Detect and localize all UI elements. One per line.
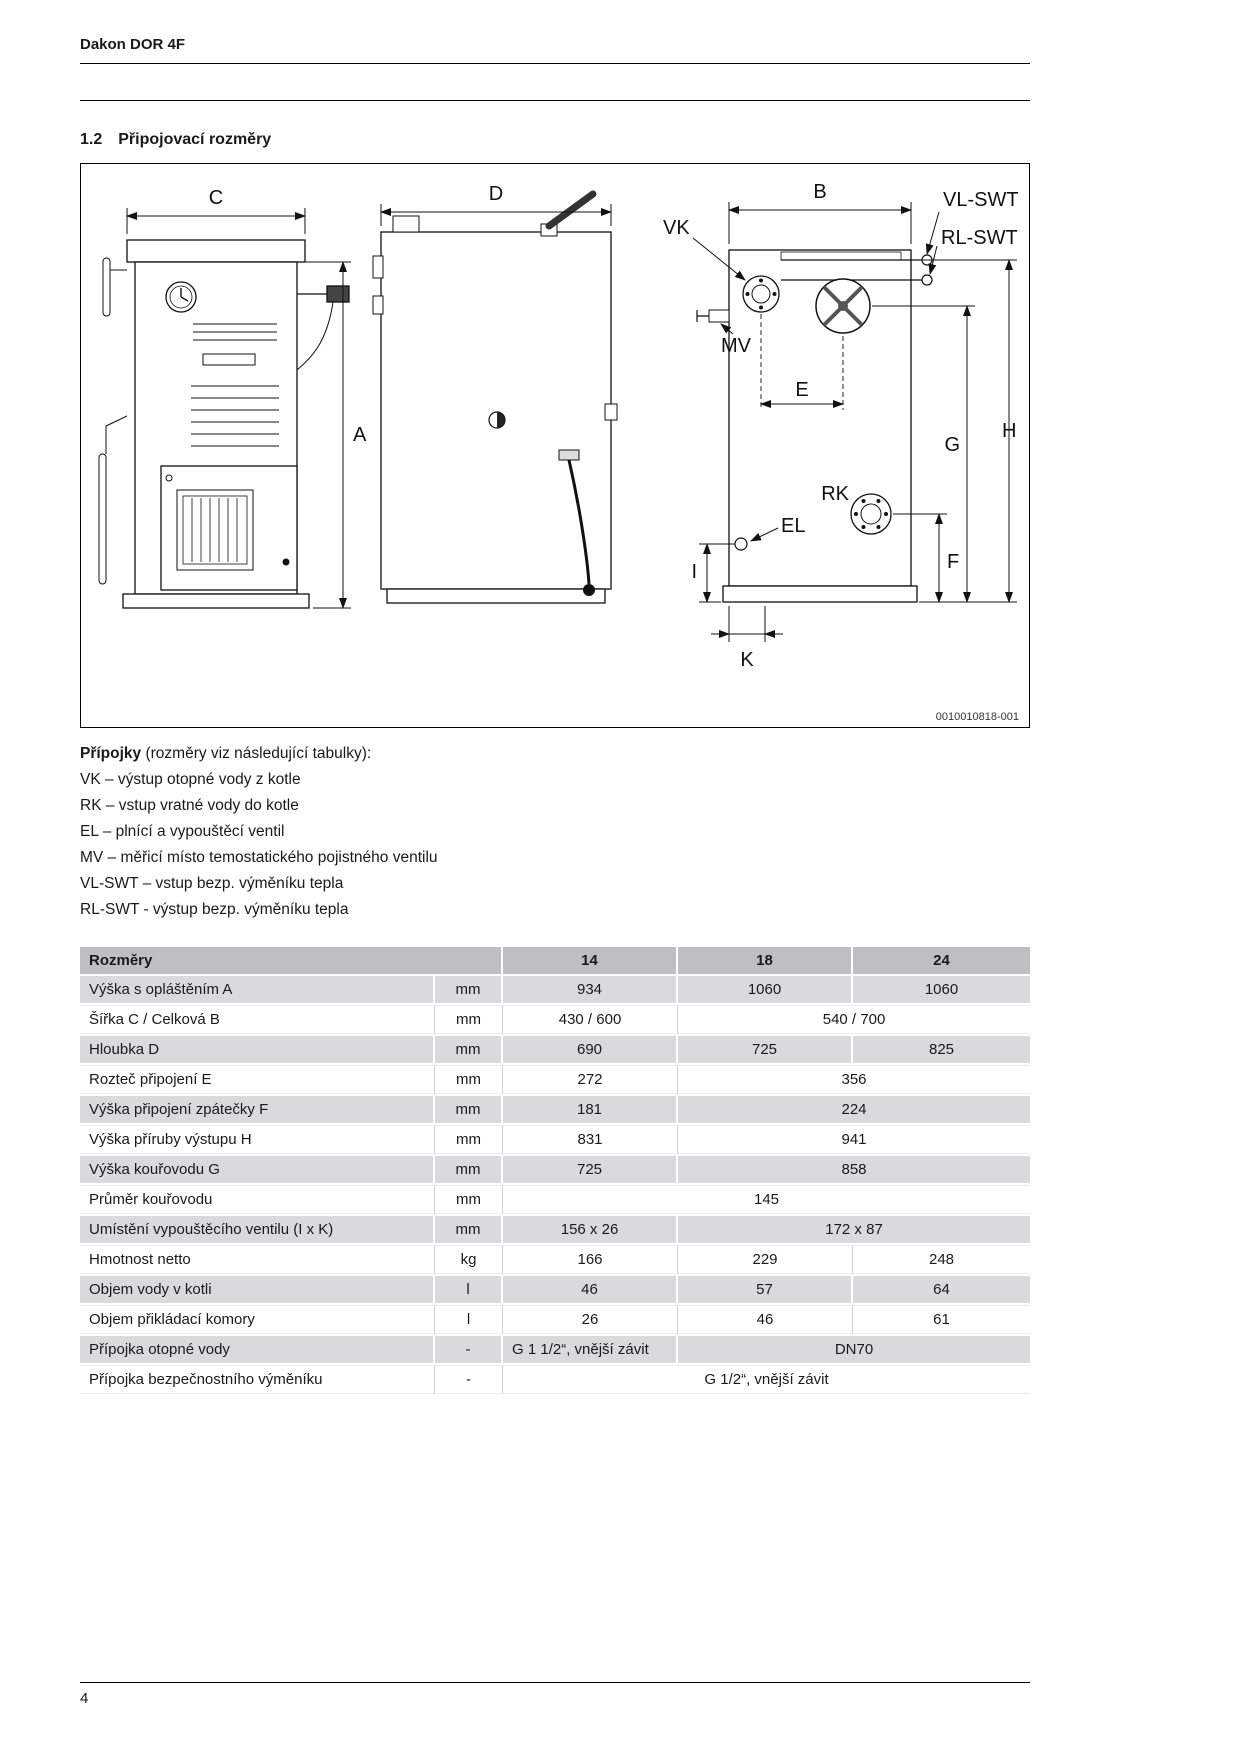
dim-label-rl-swt: RL-SWT bbox=[941, 227, 1018, 249]
table-row bbox=[80, 1336, 1030, 1363]
row-label: Výška kouřovodu G bbox=[80, 1156, 435, 1183]
row-label: Výška příruby výstupu H bbox=[80, 1125, 435, 1154]
dimensions-table bbox=[80, 945, 1030, 1396]
drawing-id: 0010010818-001 bbox=[935, 711, 1019, 723]
row-unit: mm bbox=[435, 1096, 503, 1123]
dim-label-i: I bbox=[691, 561, 697, 583]
row-unit: mm bbox=[435, 1005, 503, 1034]
row-unit: mm bbox=[435, 1156, 503, 1183]
row-value: 430 / 600 bbox=[503, 1005, 678, 1034]
legend-title bbox=[80, 741, 1030, 767]
legend-item: RL-SWT - výstup bezp. výměníku tepla bbox=[80, 901, 349, 918]
row-value: 831 bbox=[503, 1125, 678, 1154]
row-value: 690 bbox=[503, 1036, 678, 1063]
table-row bbox=[80, 1065, 1030, 1094]
dim-label-h: H bbox=[1002, 420, 1017, 442]
table-row bbox=[80, 976, 1030, 1003]
row-value: 26 bbox=[503, 1305, 678, 1334]
row-value: 272 bbox=[503, 1065, 678, 1094]
row-value: 145 bbox=[503, 1185, 1030, 1214]
section-title bbox=[80, 131, 1030, 149]
legend-items bbox=[80, 767, 1030, 923]
legend bbox=[80, 741, 1030, 923]
legend-item: RK – vstup vratné vody do kotle bbox=[80, 797, 299, 814]
row-label: Rozteč připojení E bbox=[80, 1065, 435, 1094]
legend-title-rest: (rozměry viz následující tabulky): bbox=[141, 745, 372, 762]
row-value: 858 bbox=[678, 1156, 1030, 1183]
dim-label-mv: MV bbox=[721, 335, 751, 357]
row-value: 540 / 700 bbox=[678, 1005, 1030, 1034]
dim-label-el: EL bbox=[781, 515, 806, 537]
door-handle bbox=[549, 194, 593, 226]
table-row bbox=[80, 1036, 1030, 1063]
row-value: 1060 bbox=[678, 976, 853, 1003]
row-label: Výška s opláštěním A bbox=[80, 976, 435, 1003]
row-label: Umístění vypouštěcího ventilu (I x K) bbox=[80, 1216, 435, 1243]
row-value: 356 bbox=[678, 1065, 1030, 1094]
dim-label-c: C bbox=[208, 187, 224, 209]
boiler-technical-drawing bbox=[81, 164, 1029, 727]
row-value: 941 bbox=[678, 1125, 1030, 1154]
row-value: 61 bbox=[853, 1305, 1030, 1334]
legend-item: EL – plnící a vypouštěcí ventil bbox=[80, 823, 285, 840]
row-unit: mm bbox=[435, 976, 503, 1003]
row-value: 57 bbox=[678, 1276, 853, 1303]
el-drain-valve bbox=[735, 538, 747, 550]
connection-dimensions-diagram bbox=[80, 163, 1030, 728]
row-label: Hmotnost netto bbox=[80, 1245, 435, 1274]
table-header-col-18: 18 bbox=[678, 947, 853, 974]
table-row bbox=[80, 1216, 1030, 1243]
legend-item: VK – výstup otopné vody z kotle bbox=[80, 771, 301, 788]
table-row bbox=[80, 1185, 1030, 1214]
row-value: 181 bbox=[503, 1096, 678, 1123]
row-value: 156 x 26 bbox=[503, 1216, 678, 1243]
row-value: 1060 bbox=[853, 976, 1030, 1003]
dim-label-g: G bbox=[944, 434, 960, 456]
row-unit: kg bbox=[435, 1245, 503, 1274]
row-value: 172 x 87 bbox=[678, 1216, 1030, 1243]
row-value: DN70 bbox=[678, 1336, 1030, 1363]
row-label: Přípojka bezpečnostního výměníku bbox=[80, 1365, 435, 1394]
dim-label-k: K bbox=[740, 649, 754, 671]
row-value: 46 bbox=[503, 1276, 678, 1303]
row-value: 224 bbox=[678, 1096, 1030, 1123]
row-value: 248 bbox=[853, 1245, 1030, 1274]
row-label: Objem vody v kotli bbox=[80, 1276, 435, 1303]
section-title-text: Připojovací rozměry bbox=[118, 131, 272, 148]
page-number: 4 bbox=[80, 1690, 89, 1707]
table-header-row bbox=[80, 947, 1030, 974]
dim-label-vk: VK bbox=[663, 217, 690, 239]
row-label: Průměr kouřovodu bbox=[80, 1185, 435, 1214]
table-row bbox=[80, 1125, 1030, 1154]
row-unit: l bbox=[435, 1305, 503, 1334]
row-value: G 1 1/2“, vnější závit bbox=[503, 1336, 678, 1363]
table-header-label: Rozměry bbox=[80, 947, 503, 974]
legend-title-bold: Přípojky bbox=[80, 745, 142, 762]
header-rule bbox=[80, 100, 1030, 101]
front-view bbox=[99, 240, 349, 608]
row-unit: - bbox=[435, 1336, 503, 1363]
legend-item: MV – měřicí místo temostatického pojistného ventilu bbox=[80, 849, 438, 866]
row-value: 64 bbox=[853, 1276, 1030, 1303]
table-row bbox=[80, 1005, 1030, 1034]
row-label: Přípojka otopné vody bbox=[80, 1336, 435, 1363]
row-unit: mm bbox=[435, 1125, 503, 1154]
dim-label-e: E bbox=[795, 379, 809, 401]
table-row bbox=[80, 1096, 1030, 1123]
row-unit: mm bbox=[435, 1216, 503, 1243]
row-unit: l bbox=[435, 1276, 503, 1303]
row-label: Objem přikládací komory bbox=[80, 1305, 435, 1334]
rear-view bbox=[697, 250, 932, 602]
side-view bbox=[373, 194, 617, 603]
document-title: Dakon DOR 4F bbox=[80, 36, 186, 53]
dim-label-b: B bbox=[813, 181, 827, 203]
page-footer bbox=[80, 1682, 1030, 1707]
table-row bbox=[80, 1245, 1030, 1274]
row-value: 825 bbox=[853, 1036, 1030, 1063]
table-row bbox=[80, 1276, 1030, 1303]
row-value: G 1/2“, vnější závit bbox=[503, 1365, 1030, 1394]
row-unit: - bbox=[435, 1365, 503, 1394]
document-header bbox=[80, 0, 1030, 64]
table-row bbox=[80, 1305, 1030, 1334]
row-value: 725 bbox=[678, 1036, 853, 1063]
table-row bbox=[80, 1365, 1030, 1394]
row-unit: mm bbox=[435, 1036, 503, 1063]
row-unit: mm bbox=[435, 1185, 503, 1214]
dim-label-d: D bbox=[488, 183, 504, 205]
table-row bbox=[80, 1156, 1030, 1183]
dim-label-vl-swt: VL-SWT bbox=[943, 189, 1019, 211]
table-header-col-24: 24 bbox=[853, 947, 1030, 974]
row-unit: mm bbox=[435, 1065, 503, 1094]
row-label: Hloubka D bbox=[80, 1036, 435, 1063]
row-value: 725 bbox=[503, 1156, 678, 1183]
section-number: 1.2 bbox=[80, 131, 103, 148]
row-value: 166 bbox=[503, 1245, 678, 1274]
legend-item: VL-SWT – vstup bezp. výměníku tepla bbox=[80, 875, 344, 892]
row-value: 229 bbox=[678, 1245, 853, 1274]
row-label: Šířka C / Celková B bbox=[80, 1005, 435, 1034]
table-header-col-14: 14 bbox=[503, 947, 678, 974]
mv-valve bbox=[709, 310, 729, 322]
row-value: 934 bbox=[503, 976, 678, 1003]
row-label: Výška připojení zpátečky F bbox=[80, 1096, 435, 1123]
dim-label-a: A bbox=[353, 424, 367, 446]
dim-label-rk: RK bbox=[821, 483, 849, 505]
row-value: 46 bbox=[678, 1305, 853, 1334]
dim-label-f: F bbox=[947, 551, 960, 573]
